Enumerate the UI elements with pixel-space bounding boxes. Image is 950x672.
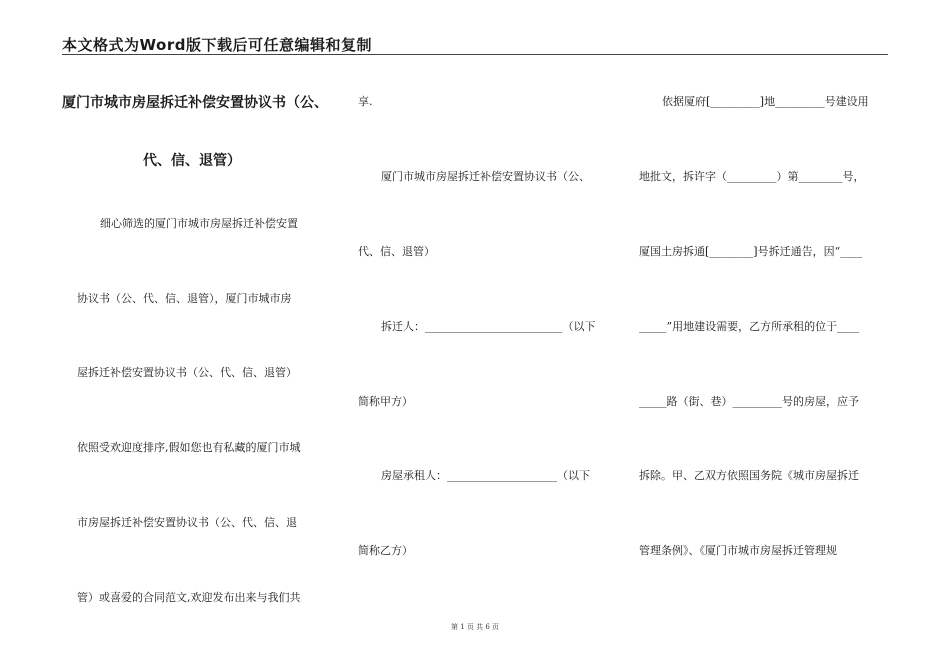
- header-divider: [62, 54, 888, 55]
- text-line: 拆除。甲、乙双方依照国务院《城市房屋拆迁: [639, 469, 859, 482]
- page-number-footer: 第 1 页 共 6 页: [450, 623, 500, 631]
- text-line: 管）或喜爱的合同范文,欢迎发布出来与我们共: [77, 591, 301, 604]
- text-line: 拆迁人：_________________________（以下: [381, 320, 596, 333]
- text-line: 简称甲方）: [358, 395, 413, 408]
- text-line: 厦国土房拆通[________]号拆迁通告，因“____: [639, 245, 863, 258]
- text-line: 市房屋拆迁补偿安置协议书（公、代、信、退: [77, 516, 297, 529]
- text-line: 依照受欢迎度排序,假如您也有私藏的厦门市城: [77, 441, 301, 454]
- text-line: 地批文，拆许字（_________）第________号，: [639, 170, 865, 183]
- text-line: 厦门市城市房屋拆迁补偿安置协议书（公、: [381, 170, 590, 183]
- text-line: 依据厦府[_________]地_________号建设用: [662, 95, 869, 108]
- document-title-line-1: 厦门市城市房屋拆迁补偿安置协议书（公、: [62, 95, 328, 111]
- text-line: 简称乙方）: [358, 544, 413, 557]
- text-line: 管理条例》、《厦门市城市房屋拆迁管理规: [639, 544, 837, 557]
- document-title-line-2: 代、信、退管）: [143, 153, 241, 169]
- text-line: 细心筛选的厦门市城市房屋拆迁补偿安置: [100, 217, 298, 230]
- text-line: 享.: [358, 95, 373, 108]
- text-line: _____路（街、巷）_________号的房屋，应予: [639, 395, 859, 408]
- text-line: 房屋承租人：____________________（以下: [381, 469, 590, 482]
- text-line: _____”用地建设需要，乙方所承租的位于____: [639, 320, 860, 333]
- page-header-title: 本文格式为Word版下载后可任意编辑和复制: [62, 36, 372, 54]
- text-line: 协议书（公、代、信、退管），厦门市城市房: [77, 292, 292, 305]
- text-line: 代、信、退管）: [358, 245, 435, 258]
- text-line: 屋拆迁补偿安置协议书（公、代、信、退管）: [77, 366, 297, 379]
